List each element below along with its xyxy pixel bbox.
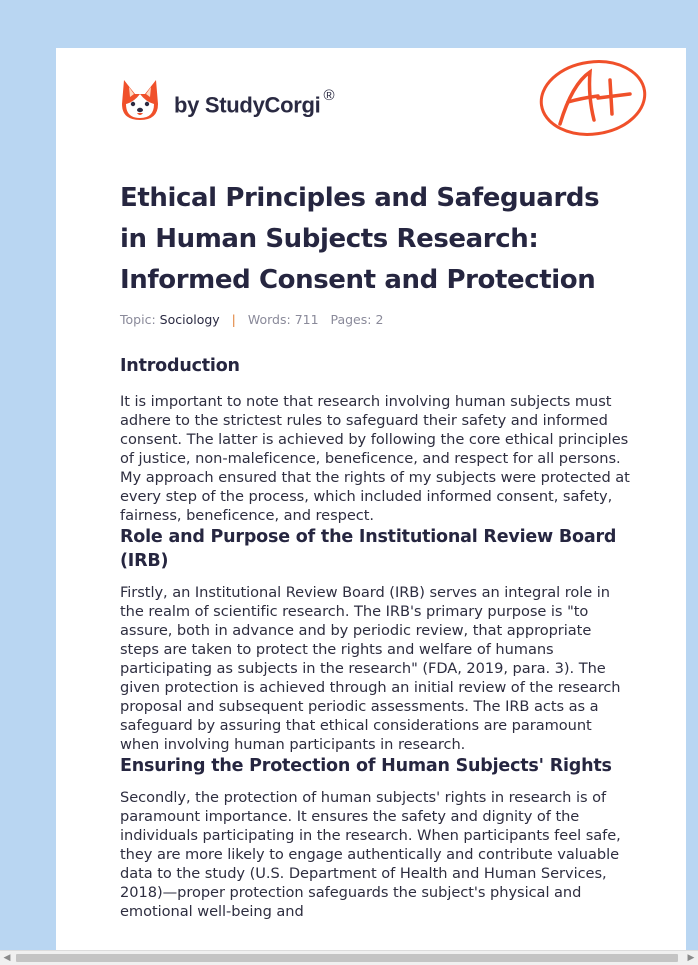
- topic-label: Topic:: [120, 312, 156, 327]
- document-meta: [120, 312, 383, 327]
- meta-separator: |: [231, 312, 236, 327]
- scroll-left-icon[interactable]: ◀: [3, 953, 11, 963]
- document-body: [120, 354, 632, 921]
- studycorgi-logo[interactable]: [120, 76, 160, 124]
- section-text-protection: Secondly, the protection of human subjects' rights in research is of paramount importance. It ensures the safety and dignity of the individuals participating in the research. When participants feel safe, they are more likely to engage authentically and contribute valuable data to the study (U.S. Department of Health and Human Services, 2018)—proper protection safeguards the subject's physical and emotional well-being and: [120, 789, 621, 920]
- registered-mark: ®: [323, 87, 335, 104]
- corgi-icon: [120, 78, 160, 122]
- scrollbar-thumb[interactable]: [16, 954, 678, 962]
- section-text-irb: Firstly, an Institutional Review Board (IRB) serves an integral role in the realm of scientific research. The IRB's primary purpose is "to assure, both in advance and by periodic review, that appropriate steps are taken to protect the rights and welfare of humans participating as subjects in the research" (FDA, 2019, para. 3). The given protection is achieved through an initial review of the research proposal and subsequent periodic assessments. The IRB acts as a safeguard by assuring that ethical considerations are paramount when involving human participants in research.: [120, 584, 621, 753]
- horizontal-scrollbar[interactable]: [0, 950, 698, 965]
- section-text-introduction: It is important to note that research involving human subjects must adhere to the strictest rules to safeguard their safety and informed consent. The latter is achieved by following the core ethical principles of justice, non-maleficence, beneficence, and respect for all persons. My approach ensured that the rights of my subjects were protected at every step of the process, which included informed consent, safety, fairness, beneficence, and respect.: [120, 393, 630, 524]
- topic-link[interactable]: Sociology: [159, 312, 220, 327]
- scroll-right-icon[interactable]: ▶: [687, 953, 695, 963]
- pages-count: 2: [375, 312, 384, 327]
- pages-label: Pages:: [330, 312, 372, 327]
- words-count: 711: [294, 312, 319, 327]
- section-heading-irb: Role and Purpose of the Institutional Review Board (IRB): [120, 527, 617, 571]
- section-heading-protection: Ensuring the Protection of Human Subjects' Rights: [120, 756, 612, 776]
- section-heading-introduction: Introduction: [120, 356, 240, 376]
- document-title: Ethical Principles and Safeguards in Human Subjects Research: Informed Consent and Protection: [120, 183, 600, 295]
- brand-name[interactable]: by StudyCorgi ®: [174, 87, 335, 118]
- document-page: [56, 48, 686, 952]
- a-plus-grade-icon: [538, 58, 650, 144]
- words-label: Words:: [247, 312, 291, 327]
